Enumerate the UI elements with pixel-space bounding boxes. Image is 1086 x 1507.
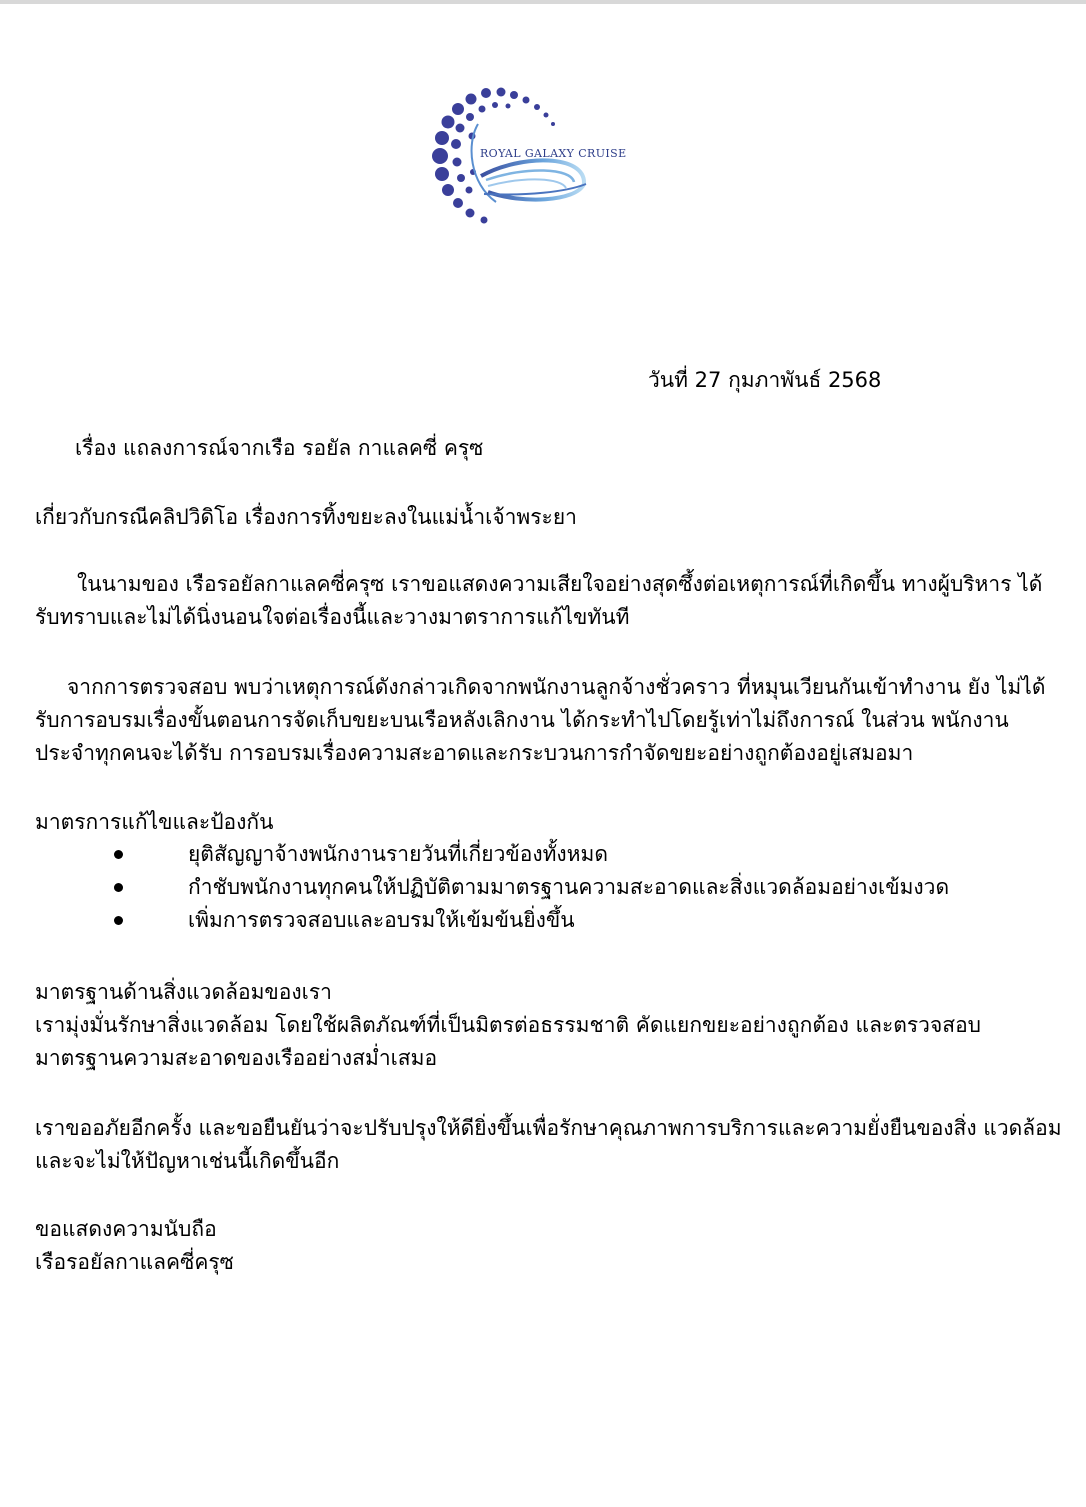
company-logo xyxy=(426,84,666,229)
list-item: ยุติสัญญาจ้างพนักงานรายวันที่เกี่ยวข้องทั้งหมด xyxy=(110,838,949,871)
bullet-icon xyxy=(114,916,123,925)
measures-list xyxy=(110,838,949,937)
list-item: เพิ่มการตรวจสอบและอบรมให้เข้มข้นยิ่งขึ้น xyxy=(110,904,949,937)
letter-regarding: เกี่ยวกับกรณีคลิปวิดิโอ เรื่องการทิ้งขยะลงในแม่น้ำเจ้าพระยา xyxy=(35,505,577,529)
paragraph-statement: ในนามของ เรือรอยัลกาแลคซี่ครุซ เราขอแสดงความเสียใจอย่างสุดซึ้งต่อเหตุการณ์ที่เกิดขึ้น ทางผู้บริหาร ได้รับทราบและไม่ได้นิ่งนอนใจต่อเรื่องนี้และวางมาตราการแก้ไขทันที xyxy=(35,572,1043,629)
paragraph-standards: เรามุ่งมั่นรักษาสิ่งแวดล้อม โดยใช้ผลิตภัณฑ์ที่เป็นมิตรต่อธรรมชาติ คัดแยกขยะอย่างถูกต้อง และตรวจสอบ มาตรฐานความสะอาดของเรืออย่างสม่ำเสมอ xyxy=(35,1013,982,1070)
closing-line: ขอแสดงความนับถือ xyxy=(35,1217,217,1241)
standards-title: มาตรฐานด้านสิ่งแวดล้อมของเรา xyxy=(35,980,332,1004)
logo-text: ROYAL GALAXY CRUISE xyxy=(480,147,627,160)
letter-date: วันที่ 27 กุมภาพันธ์ 2568 xyxy=(648,368,882,392)
paragraph-apology: เราขออภัยอีกครั้ง และขอยืนยันว่าจะปรับปรุงให้ดียิ่งขึ้นเพื่อรักษาคุณภาพการบริการและความยั่งยืนของสิ่ง แวดล้อม และจะไม่ให้ปัญหาเช่นนี้เกิดขึ้นอีก xyxy=(35,1116,1062,1173)
measures-title: มาตรการแก้ไขและป้องกัน xyxy=(35,810,274,834)
page-top-border xyxy=(0,0,1086,4)
letter-subject: เรื่อง แถลงการณ์จากเรือ รอยัล กาแลคซี่ ครุซ xyxy=(75,436,484,460)
bullet-icon xyxy=(114,850,123,859)
bullet-icon xyxy=(114,883,123,892)
paragraph-investigation: จากการตรวจสอบ พบว่าเหตุการณ์ดังกล่าวเกิดจากพนักงานลูกจ้างชั่วคราว ที่หมุนเวียนกันเข้าทำงาน ยัง ไม่ได้รับการอบรมเรื่องขั้นตอนการจัดเก็บขยะบนเรือหลังเลิกงาน ได้กระทำไปโดยรู้เท่าไม่ถึงการณ์ ในส่วน พนักงานประจำทุกคนจะได้รับ การอบรมเรื่องความสะอาดและกระบวนการกำจัดขยะอย่างถูกต้องอยู่เสมอมา xyxy=(35,675,1046,765)
list-item: กำชับพนักงานทุกคนให้ปฏิบัติตามมาตรฐานความสะอาดและสิ่งแวดล้อมอย่างเข้มงวด xyxy=(110,871,949,904)
signature: เรือรอยัลกาแลคซี่ครุซ xyxy=(35,1250,234,1274)
